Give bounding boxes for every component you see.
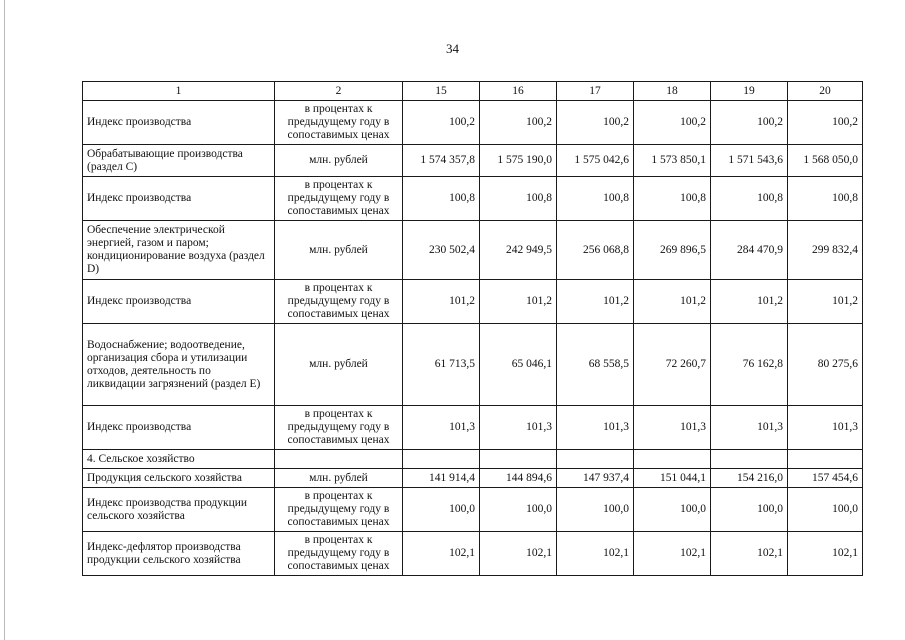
value-cell [711,450,788,469]
value-cell: 100,8 [788,177,863,221]
table-row [83,145,863,177]
indicator-name: Индекс производства продукции сельского хозяйства [83,488,275,532]
value-cell: 100,8 [480,177,557,221]
table-row [83,324,863,406]
indicator-name: Индекс производства [83,280,275,324]
value-cell: 256 068,8 [557,221,634,280]
column-header: 2 [275,82,403,101]
column-header: 1 [83,82,275,101]
value-cell: 101,2 [403,280,480,324]
value-cell: 61 713,5 [403,324,480,406]
table-row [83,488,863,532]
value-cell: 100,0 [634,488,711,532]
value-cell [480,450,557,469]
page-edge-line [4,0,5,640]
value-cell: 100,8 [634,177,711,221]
value-cell: 102,1 [480,532,557,576]
value-cell: 100,8 [403,177,480,221]
unit-cell: млн. рублей [275,324,403,406]
value-cell: 101,2 [480,280,557,324]
unit-cell: в процентах к предыдущему году в сопоставимых ценах [275,488,403,532]
unit-cell: в процентах к предыдущему году в сопоставимых ценах [275,177,403,221]
value-cell: 101,2 [711,280,788,324]
value-cell: 100,2 [403,101,480,145]
value-cell: 1 568 050,0 [788,145,863,177]
table-row [83,469,863,488]
header-row [83,82,863,101]
value-cell: 1 573 850,1 [634,145,711,177]
value-cell: 1 574 357,8 [403,145,480,177]
unit-cell: в процентах к предыдущему году в сопоставимых ценах [275,532,403,576]
section-title: 4. Сельское хозяйство [83,450,275,469]
unit-cell: млн. рублей [275,221,403,280]
column-header: 19 [711,82,788,101]
column-header: 20 [788,82,863,101]
value-cell: 101,3 [480,406,557,450]
value-cell: 242 949,5 [480,221,557,280]
column-header: 17 [557,82,634,101]
unit-cell: в процентах к предыдущему году в сопоставимых ценах [275,280,403,324]
data-table [82,81,863,576]
value-cell [788,450,863,469]
unit-cell: млн. рублей [275,145,403,177]
value-cell: 102,1 [557,532,634,576]
unit-cell [275,450,403,469]
value-cell: 100,8 [711,177,788,221]
indicator-name: Водоснабжение; водоотведение, организация сбора и утилизации отходов, деятельность по ликвидации загрязнений (раздел Е) [83,324,275,406]
table-row [83,280,863,324]
unit-cell: в процентах к предыдущему году в сопоставимых ценах [275,101,403,145]
value-cell: 230 502,4 [403,221,480,280]
value-cell: 68 558,5 [557,324,634,406]
value-cell: 102,1 [403,532,480,576]
value-cell: 101,3 [557,406,634,450]
value-cell: 157 454,6 [788,469,863,488]
indicator-name: Обрабатывающие производства (раздел С) [83,145,275,177]
value-cell: 101,3 [634,406,711,450]
value-cell: 65 046,1 [480,324,557,406]
indicator-name: Индекс производства [83,177,275,221]
value-cell: 80 275,6 [788,324,863,406]
value-cell: 72 260,7 [634,324,711,406]
value-cell: 100,2 [634,101,711,145]
value-cell [403,450,480,469]
value-cell: 101,2 [788,280,863,324]
value-cell: 102,1 [788,532,863,576]
value-cell: 151 044,1 [634,469,711,488]
table-row [83,221,863,280]
value-cell [557,450,634,469]
value-cell: 147 937,4 [557,469,634,488]
indicator-name: Продукция сельского хозяйства [83,469,275,488]
value-cell: 100,0 [480,488,557,532]
value-cell: 76 162,8 [711,324,788,406]
column-header: 15 [403,82,480,101]
value-cell: 299 832,4 [788,221,863,280]
table-row [83,406,863,450]
table-row [83,532,863,576]
value-cell: 101,3 [711,406,788,450]
indicator-name: Индекс производства [83,101,275,145]
value-cell: 284 470,9 [711,221,788,280]
value-cell: 269 896,5 [634,221,711,280]
value-cell: 141 914,4 [403,469,480,488]
value-cell: 102,1 [634,532,711,576]
value-cell: 100,8 [557,177,634,221]
table-row [83,101,863,145]
value-cell: 100,0 [557,488,634,532]
value-cell: 100,2 [557,101,634,145]
value-cell: 101,3 [403,406,480,450]
value-cell: 100,0 [711,488,788,532]
table-row [83,177,863,221]
indicator-name: Обеспечение электрической энергией, газом и паром; кондиционирование воздуха (раздел D) [83,221,275,280]
page-number: 34 [446,41,459,56]
value-cell [634,450,711,469]
column-header: 18 [634,82,711,101]
unit-cell: в процентах к предыдущему году в сопоставимых ценах [275,406,403,450]
column-header: 16 [480,82,557,101]
value-cell: 154 216,0 [711,469,788,488]
value-cell: 1 575 190,0 [480,145,557,177]
value-cell: 100,2 [788,101,863,145]
indicator-name: Индекс производства [83,406,275,450]
value-cell: 102,1 [711,532,788,576]
indicator-name: Индекс-дефлятор производства продукции сельского хозяйства [83,532,275,576]
value-cell: 1 575 042,6 [557,145,634,177]
value-cell: 101,2 [634,280,711,324]
value-cell: 101,3 [788,406,863,450]
section-row [83,450,863,469]
value-cell: 144 894,6 [480,469,557,488]
value-cell: 100,2 [480,101,557,145]
value-cell: 100,0 [403,488,480,532]
value-cell: 1 571 543,6 [711,145,788,177]
value-cell: 100,0 [788,488,863,532]
unit-cell: млн. рублей [275,469,403,488]
value-cell: 100,2 [711,101,788,145]
value-cell: 101,2 [557,280,634,324]
